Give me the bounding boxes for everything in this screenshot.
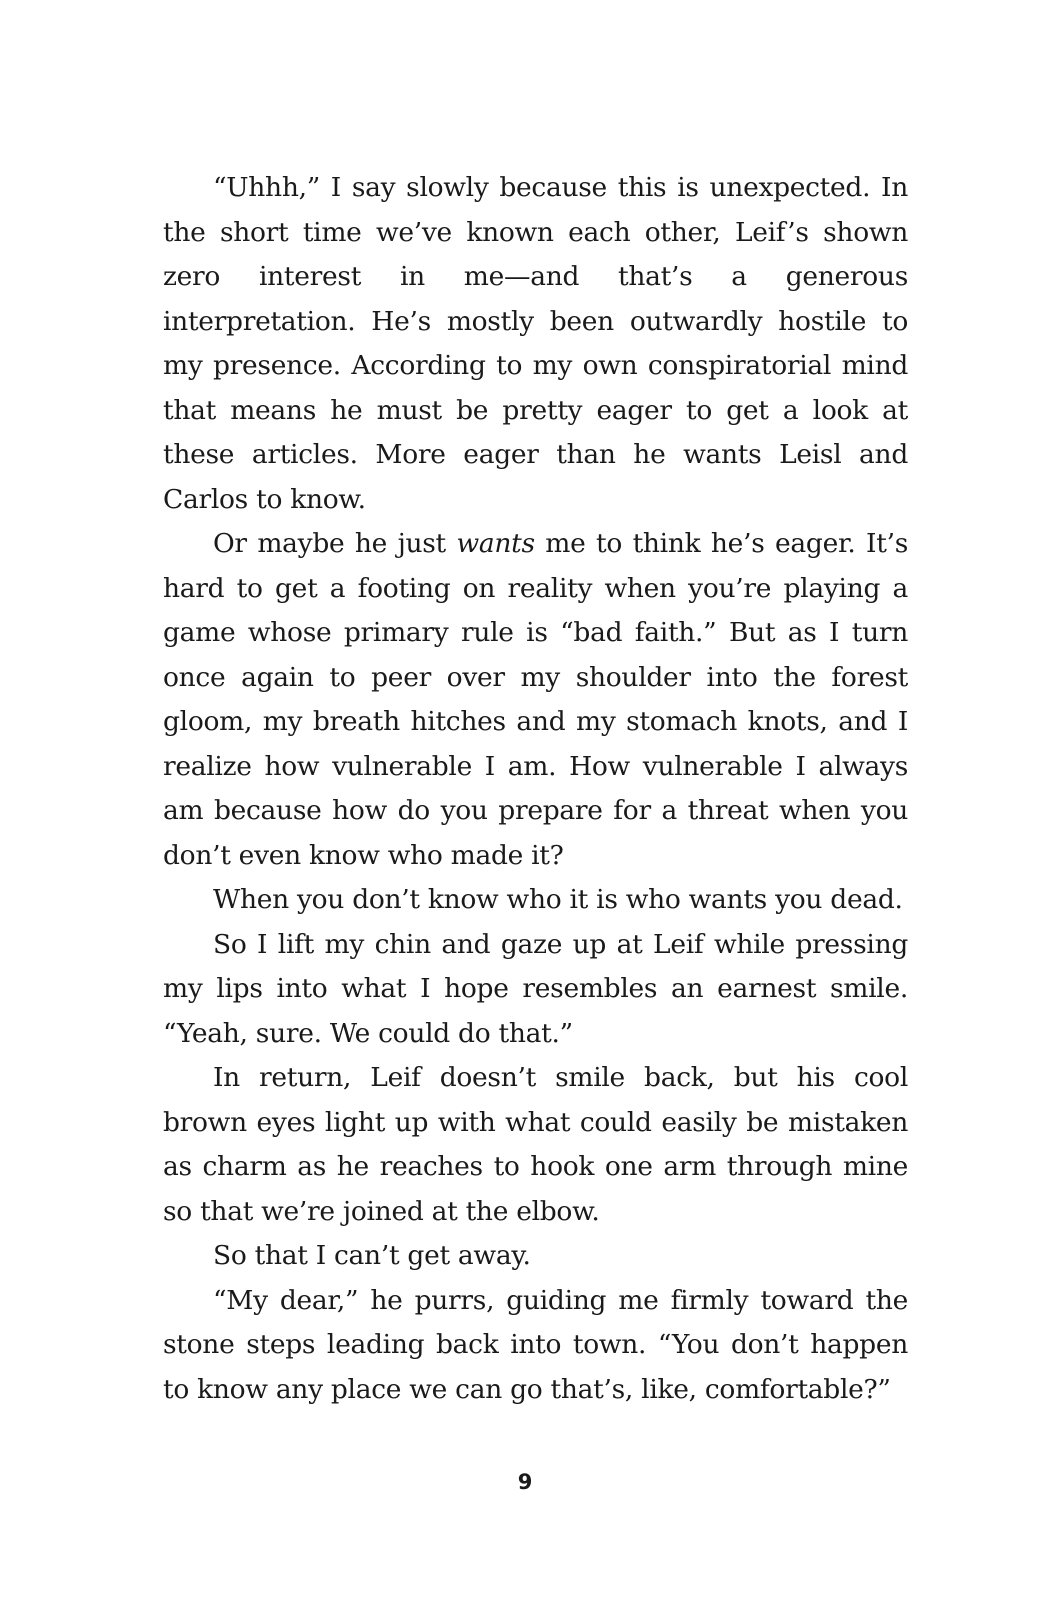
emphasized-word: wants	[456, 528, 535, 559]
paragraph-2	[163, 522, 908, 878]
body-text	[163, 166, 908, 1412]
paragraph-6: So that I can’t get away.	[213, 1240, 531, 1271]
paragraph-5: In return, Leif doesn’t smile back, but his cool brown eyes light up with what could easily be mistaken as charm as he reaches to hook one arm through mine so that we’re joined at the elbow.	[163, 1062, 908, 1227]
paragraph-4: So I lift my chin and gaze up at Leif while pressing my lips into what I hope resembles an earnest smile. “Yeah, sure. We could do that.”	[163, 928, 908, 1049]
page-number: 9	[517, 1470, 533, 1494]
paragraph-2-start: Or maybe he just	[213, 528, 457, 559]
paragraph-7: “My dear,” he purrs, guiding me firmly toward the stone steps leading back into town. “You don’t happen to know any place we can go that’s, like, comfortable?”	[163, 1284, 908, 1405]
paragraph-2-end: me to think he’s eager. It’s hard to get a footing on reality when you’re playing a game whose primary rule is “bad faith.” But as I turn once again to peer over my shoulder into the forest gloom, my breath hitches and my stomach knots, and I realize how vulnerable I am. How vulnerable I always am because how do you prepare for a threat when you don’t even know who made it?	[163, 528, 908, 871]
paragraph-1: “Uhhh,” I say slowly because this is unexpected. In the short time we’ve known each other, Leif’s shown zero interest in me—and that’s a generous interpretation. He’s mostly been outwardly hostile to my presence. According to my own conspiratorial mind that means he must be pretty eager to get a look at these articles. More eager than he wants Leisl and Carlos to know.	[163, 172, 908, 515]
paragraph-3: When you don’t know who it is who wants you dead.	[213, 884, 903, 915]
